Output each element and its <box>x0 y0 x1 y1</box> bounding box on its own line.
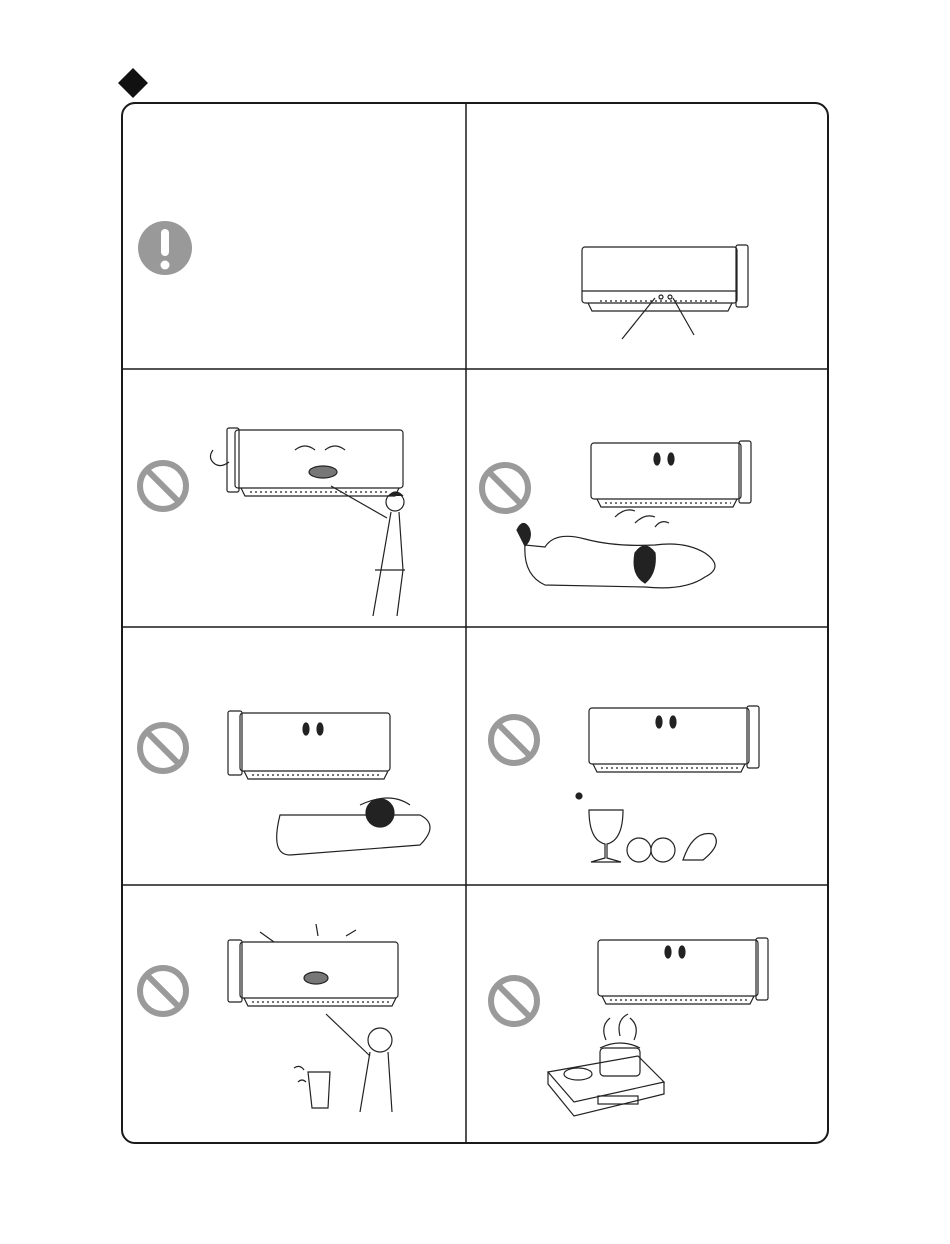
unit-parts-illustration <box>560 235 760 345</box>
food-preservation-illustration <box>565 700 765 875</box>
water-splash-illustration <box>220 922 420 1117</box>
sleeping-person-illustration <box>220 705 445 880</box>
exclamation-icon <box>137 220 193 276</box>
prohibition-icon <box>135 720 191 776</box>
prohibition-icon <box>135 458 191 514</box>
prohibition-icon <box>486 973 542 1029</box>
prohibition-icon <box>135 963 191 1019</box>
hand-in-outlet-illustration <box>205 420 420 620</box>
prohibition-icon <box>486 712 542 768</box>
dog-illustration <box>505 435 775 600</box>
stove-illustration <box>540 932 770 1127</box>
